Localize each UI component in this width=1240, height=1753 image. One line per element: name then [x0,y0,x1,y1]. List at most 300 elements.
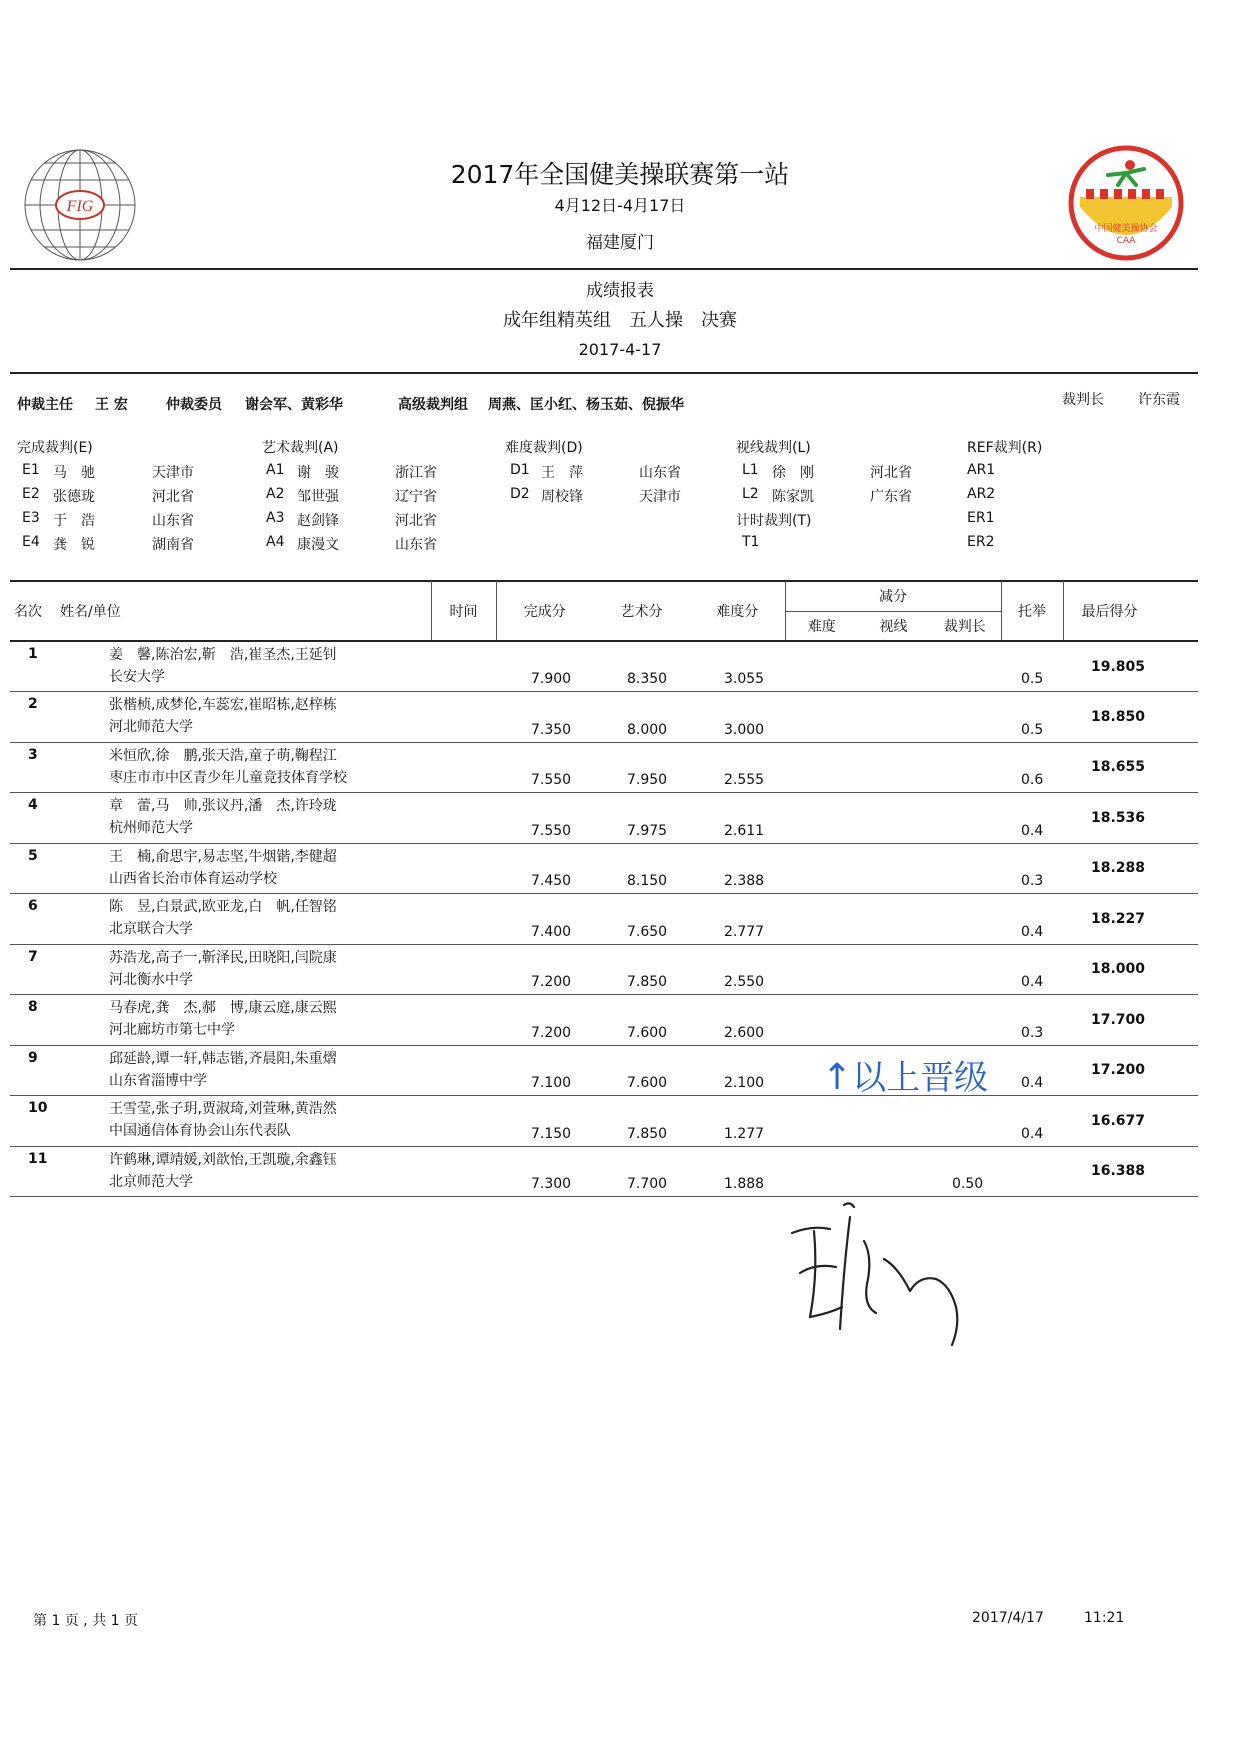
difficulty-score: 2.100 [724,1075,765,1091]
lift-value: 0.3 [1021,1024,1044,1041]
execution-cell [496,995,593,1046]
header-name-unit: 姓名/单位 [54,581,431,641]
judge-region: 河北省 [152,489,194,505]
header-difficulty: 难度分 [690,581,785,641]
difficulty-cell [690,995,785,1046]
lift-value: 0.5 [1021,671,1044,687]
difficulty-cell [690,843,785,894]
judge-code: L1 [742,462,759,478]
judge-code: D1 [510,462,530,478]
ded-head-cell [929,641,1001,692]
time-cell [431,1146,496,1197]
judge-name: 张德珑 [53,489,95,505]
final-score: 18.655 [1091,759,1146,776]
judge-name: 王 萍 [541,465,583,481]
judge-name: 徐 刚 [772,465,814,481]
unit-name: 杭州师范大学 [109,820,193,836]
time-cell [431,843,496,894]
judge-code: D2 [510,486,530,502]
ded-difficulty-cell [785,793,858,844]
ded-line-cell [858,894,929,945]
lift-cell [1001,742,1063,793]
artistic-cell [593,944,690,995]
artistic-cell [593,793,690,844]
ref-judge-code: AR2 [967,486,996,502]
name-unit-cell [54,1045,431,1096]
print-time: 11:21 [1084,1610,1125,1626]
execution-cell [496,793,593,844]
head-judge: 许东霞 [1138,392,1180,408]
name-unit-cell [54,692,431,743]
final-cell [1063,944,1198,995]
judge-code: E2 [22,486,40,502]
caa-logo-abbr: CAA [1116,236,1136,246]
difficulty-cell [690,641,785,692]
rank: 8 [28,999,38,1015]
header-time: 时间 [431,581,496,641]
rank-cell [10,742,54,793]
artistic-cell [593,692,690,743]
time-cell [431,641,496,692]
time-cell [431,692,496,743]
table-row [10,944,1198,995]
athlete-names: 张楷桢,成梦伦,车蕊宏,崔昭栋,赵梓栋 [109,697,337,713]
artistic-score: 7.700 [627,1176,668,1192]
table-row [10,1096,1198,1147]
judge-region: 天津市 [152,465,194,481]
results-table [10,581,1198,1197]
execution-score: 7.150 [531,1125,572,1142]
difficulty-score: 2.611 [724,822,765,839]
unit-name: 河北衡水中学 [109,971,193,988]
promotion-annotation [822,1050,988,1099]
senior-panel-label: 高级裁判组 [398,397,468,413]
judge-code: E1 [22,462,40,478]
rank: 11 [28,1150,48,1167]
unit-name: 中国通信体育协会山东代表队 [109,1123,291,1139]
judge-code: L2 [742,486,759,502]
final-cell [1063,1045,1198,1096]
artistic-score: 7.850 [627,1125,668,1142]
lift-value: 0.6 [1021,772,1044,788]
rank: 3 [28,746,38,763]
athlete-names: 苏浩龙,高子一,靳泽民,田晓阳,闫院康 [109,949,337,966]
rank-cell [10,641,54,692]
lift-cell [1001,1045,1063,1096]
lift-value: 0.4 [1021,822,1044,839]
caa-logo-text: 中国健美操协会 [1094,224,1158,234]
judge-region: 山东省 [395,537,437,553]
time-judges-label: 计时裁判(T) [736,513,812,529]
time-cell [431,1096,496,1147]
jury-chief-label: 仲裁主任 [17,397,73,413]
ded-line-cell [858,641,929,692]
final-cell [1063,793,1198,844]
difficulty-cell [690,1045,785,1096]
ded-difficulty-cell [785,742,858,793]
judge-region: 山东省 [152,513,194,529]
difficulty-cell [690,944,785,995]
jury-members: 谢会军、黄彩华 [245,397,343,413]
execution-score: 7.550 [531,772,572,788]
ded-difficulty-cell [785,641,858,692]
artistic-cell [593,1096,690,1147]
rank-cell [10,843,54,894]
artistic-cell [593,843,690,894]
ded-difficulty-cell [785,944,858,995]
rank: 2 [28,696,38,712]
difficulty-score: 2.777 [724,923,765,940]
unit-name: 枣庄市市中区青少年儿童竞技体育学校 [109,769,347,786]
ded-line-cell [858,944,929,995]
execution-score: 7.450 [531,873,572,889]
event-title: 2017年全国健美操联赛第一站 [450,160,790,189]
name-unit-cell [54,1096,431,1147]
report-date: 2017-4-17 [578,340,662,359]
report-rule [10,372,1198,374]
execution-score: 7.300 [531,1176,572,1192]
judge-name: 邹世强 [297,489,339,505]
name-unit-cell [54,1146,431,1197]
difficulty-cell [690,793,785,844]
athlete-names: 马春虎,龚 杰,郝 博,康云庭,康云熙 [109,1000,337,1016]
unit-name: 北京师范大学 [109,1173,193,1190]
rank-cell [10,995,54,1046]
report-event: 成年组精英组 五人操 决赛 [503,310,737,331]
execution-score: 7.400 [531,923,572,940]
execution-score: 7.350 [531,721,572,738]
name-unit-cell [54,641,431,692]
ded-line-cell [858,1096,929,1147]
rank-cell [10,944,54,995]
header-rank: 名次 [10,581,54,641]
artistic-score: 8.350 [627,671,668,687]
final-score: 16.677 [1091,1112,1146,1129]
header-ded-line: 视线 [858,611,929,641]
difficulty-cell [690,742,785,793]
judge-region: 山东省 [639,465,681,481]
final-score: 18.288 [1091,860,1146,877]
ded-difficulty-cell [785,1096,858,1147]
lift-cell [1001,1146,1063,1197]
final-cell [1063,1096,1198,1147]
name-unit-cell [54,793,431,844]
execution-score: 7.900 [531,671,572,687]
arrow-up-icon: ↑ [822,1057,853,1098]
rank-cell [10,894,54,945]
final-score: 18.000 [1091,961,1146,978]
artistic-score: 8.000 [627,721,668,738]
name-unit-cell [54,742,431,793]
ref-judge-code: ER2 [967,534,995,550]
artistic-judges-label: 艺术裁判(A) [262,440,339,456]
athlete-names: 米恒欣,徐 鹏,张天浩,童子萌,鞠程江 [109,747,337,764]
table-row [10,1045,1198,1096]
table-row [10,692,1198,743]
athlete-names: 王雪莹,张子玥,贾淑琦,刘萱琳,黄浩然 [109,1101,337,1117]
ded-difficulty-cell [785,894,858,945]
judge-code: A2 [266,486,285,502]
final-cell [1063,692,1198,743]
table-row [10,1146,1198,1197]
ded-difficulty-cell [785,692,858,743]
final-score: 16.388 [1091,1163,1146,1180]
judge-region: 辽宁省 [395,489,437,505]
artistic-score: 7.950 [627,772,668,788]
execution-cell [496,843,593,894]
athlete-names: 许鹤琳,谭靖媛,刘歆怡,王凯璇,余鑫钰 [109,1151,337,1168]
ded-difficulty-cell [785,995,858,1046]
difficulty-cell [690,1096,785,1147]
signature [780,1195,980,1360]
execution-cell [496,894,593,945]
judge-code: A4 [266,534,285,550]
rank-cell [10,793,54,844]
judge-code: E3 [22,510,40,526]
rank: 9 [28,1049,38,1066]
header-ded-difficulty: 难度 [785,611,858,641]
unit-name: 河北廊坊市第七中学 [109,1022,235,1038]
lift-cell [1001,692,1063,743]
ded-line-cell [858,843,929,894]
difficulty-score: 1.277 [724,1125,765,1142]
final-cell [1063,641,1198,692]
difficulty-score: 3.055 [724,671,765,687]
table-row [10,793,1198,844]
lift-cell [1001,944,1063,995]
final-score: 18.536 [1091,809,1146,826]
judge-code: E4 [22,534,40,550]
judge-code: A3 [266,510,285,526]
artistic-score: 7.650 [627,923,668,940]
artistic-cell [593,894,690,945]
senior-panel: 周燕、匡小红、杨玉茹、倪振华 [488,397,684,413]
lift-cell [1001,1096,1063,1147]
ded-line-cell [858,995,929,1046]
lift-value: 0.5 [1021,721,1044,738]
time-cell [431,742,496,793]
difficulty-score: 2.550 [724,974,765,990]
time-cell [431,944,496,995]
header-artistic: 艺术分 [593,581,690,641]
rank: 6 [28,898,38,914]
name-unit-cell [54,995,431,1046]
final-score: 19.805 [1091,658,1146,675]
ded-head-cell [929,1146,1001,1197]
difficulty-score: 1.888 [724,1176,765,1192]
header-ded-head: 裁判长 [929,611,1001,641]
time-cell [431,1045,496,1096]
promotion-text: 以上晋级 [852,1058,989,1098]
final-cell [1063,1146,1198,1197]
judge-name: 陈家凯 [772,489,814,505]
judge-region: 河北省 [395,513,437,529]
difficulty-cell [690,692,785,743]
rank-cell [10,1146,54,1197]
judge-name: 赵剑锋 [297,513,339,529]
fig-logo-text: FIG [66,198,94,215]
header-execution: 完成分 [496,581,593,641]
head-judge-label: 裁判长 [1062,392,1104,408]
ref-judge-code: ER1 [967,510,995,526]
execution-score: 7.550 [531,822,572,839]
ded-difficulty-cell [785,843,858,894]
ded-line-cell [858,1146,929,1197]
time-cell [431,894,496,945]
lift-cell [1001,894,1063,945]
artistic-score: 8.150 [627,873,668,889]
lift-value: 0.4 [1021,1125,1044,1142]
ded-line-cell [858,742,929,793]
artistic-cell [593,1045,690,1096]
lift-value: 0.4 [1021,923,1044,940]
rank: 7 [28,948,38,965]
time-cell [431,995,496,1046]
unit-name: 山东省淄博中学 [109,1072,207,1089]
judge-region: 广东省 [870,489,912,505]
report-name: 成绩报表 [586,281,654,301]
header-rule [10,268,1198,270]
judge-name: 马 驰 [53,465,95,481]
difficulty-cell [690,894,785,945]
table-row [10,641,1198,692]
jury-members-label: 仲裁委员 [166,397,222,413]
final-score: 18.227 [1091,910,1146,927]
artistic-cell [593,1146,690,1197]
artistic-score: 7.600 [627,1024,668,1041]
rank: 4 [28,797,38,813]
difficulty-score: 2.555 [724,772,765,788]
artistic-cell [593,641,690,692]
unit-name: 河北师范大学 [109,719,193,735]
artistic-cell [593,995,690,1046]
judge-name: 于 浩 [53,513,95,529]
ded-head-cell [929,995,1001,1046]
judge-region: 天津市 [639,489,681,505]
table-row [10,894,1198,945]
table-row [10,843,1198,894]
ded-head-cell [929,1096,1001,1147]
ded-line-cell [858,793,929,844]
artistic-cell [593,742,690,793]
judge-code: T1 [742,534,760,550]
name-unit-cell [54,843,431,894]
ded-head-cell [929,692,1001,743]
final-score: 17.200 [1091,1062,1146,1079]
lift-value: 0.3 [1021,873,1044,889]
execution-score: 7.200 [531,974,572,990]
ded-head-cell [929,793,1001,844]
execution-cell [496,1045,593,1096]
execution-cell [496,1146,593,1197]
page-indicator: 第 1 页 , 共 1 页 [33,1613,138,1629]
athlete-names: 陈 昱,白景武,欧亚龙,白 帆,任智铭 [109,899,337,915]
lift-cell [1001,793,1063,844]
execution-cell [496,742,593,793]
difficulty-score: 2.600 [724,1024,765,1041]
rank-cell [10,692,54,743]
artistic-score: 7.850 [627,974,668,990]
lift-value: 0.4 [1021,974,1044,990]
jury-chief: 王 宏 [95,397,128,413]
event-dates: 4月12日-4月17日 [554,196,686,215]
judge-region: 河北省 [870,465,912,481]
final-cell [1063,894,1198,945]
final-cell [1063,843,1198,894]
athlete-names: 姜 馨,陈治宏,靳 浩,崔圣杰,王延钊 [109,647,337,663]
ded-head-cell [929,843,1001,894]
time-cell [431,793,496,844]
difficulty-score: 2.388 [724,873,765,889]
difficulty-score: 3.000 [724,721,765,738]
execution-cell [496,692,593,743]
artistic-score: 7.975 [627,822,668,839]
execution-score: 7.200 [531,1024,572,1041]
lift-value: 0.4 [1021,1075,1044,1091]
execution-cell [496,1096,593,1147]
unit-name: 北京联合大学 [109,921,193,937]
header-final: 最后得分 [1063,581,1198,641]
ref-judges-label: REF裁判(R) [967,440,1043,456]
name-unit-cell [54,944,431,995]
final-cell [1063,742,1198,793]
final-score: 17.700 [1091,1011,1146,1028]
athlete-names: 邱延龄,谭一轩,韩志锴,齐晨阳,朱重熠 [109,1050,337,1067]
ded-head-cell [929,944,1001,995]
ded-line-cell [858,692,929,743]
rank-cell [10,1045,54,1096]
judge-name: 龚 锐 [53,537,95,553]
athlete-names: 章 蕾,马 帅,张议丹,潘 杰,许玲珑 [109,798,337,814]
header-lift: 托举 [1001,581,1063,641]
rank: 10 [28,1100,48,1116]
judge-name: 谢 骏 [297,465,339,481]
lift-cell [1001,843,1063,894]
ref-judge-code: AR1 [967,462,996,478]
event-venue: 福建厦门 [586,233,654,253]
difficulty-judges-label: 难度裁判(D) [505,440,583,456]
rank: 1 [28,646,38,662]
judge-name: 康漫文 [297,537,339,553]
execution-score: 7.100 [531,1075,572,1091]
execution-cell [496,641,593,692]
line-judges-label: 视线裁判(L) [736,440,811,456]
athlete-names: 王 楠,俞思宇,易志坚,牛烟锴,李健超 [109,848,337,865]
judge-region: 浙江省 [395,465,437,481]
execution-cell [496,944,593,995]
ded-head-cell [929,742,1001,793]
difficulty-cell [690,1146,785,1197]
judge-name: 周校锋 [541,489,583,505]
final-cell [1063,995,1198,1046]
execution-judges-label: 完成裁判(E) [17,440,93,456]
artistic-score: 7.600 [627,1075,668,1091]
unit-name: 山西省长治市体育运动学校 [109,870,277,887]
table-row [10,742,1198,793]
head-judge-deduction: 0.50 [952,1176,984,1192]
ded-head-cell [929,894,1001,945]
rank-cell [10,1096,54,1147]
header-deduction: 减分 [785,581,1001,611]
table-row [10,995,1198,1046]
caa-logo [1068,145,1184,261]
print-date: 2017/4/17 [972,1610,1044,1626]
name-unit-cell [54,894,431,945]
unit-name: 长安大学 [109,669,165,685]
final-score: 18.850 [1091,708,1146,725]
judge-code: A1 [266,462,285,478]
judge-region: 湖南省 [152,537,194,553]
